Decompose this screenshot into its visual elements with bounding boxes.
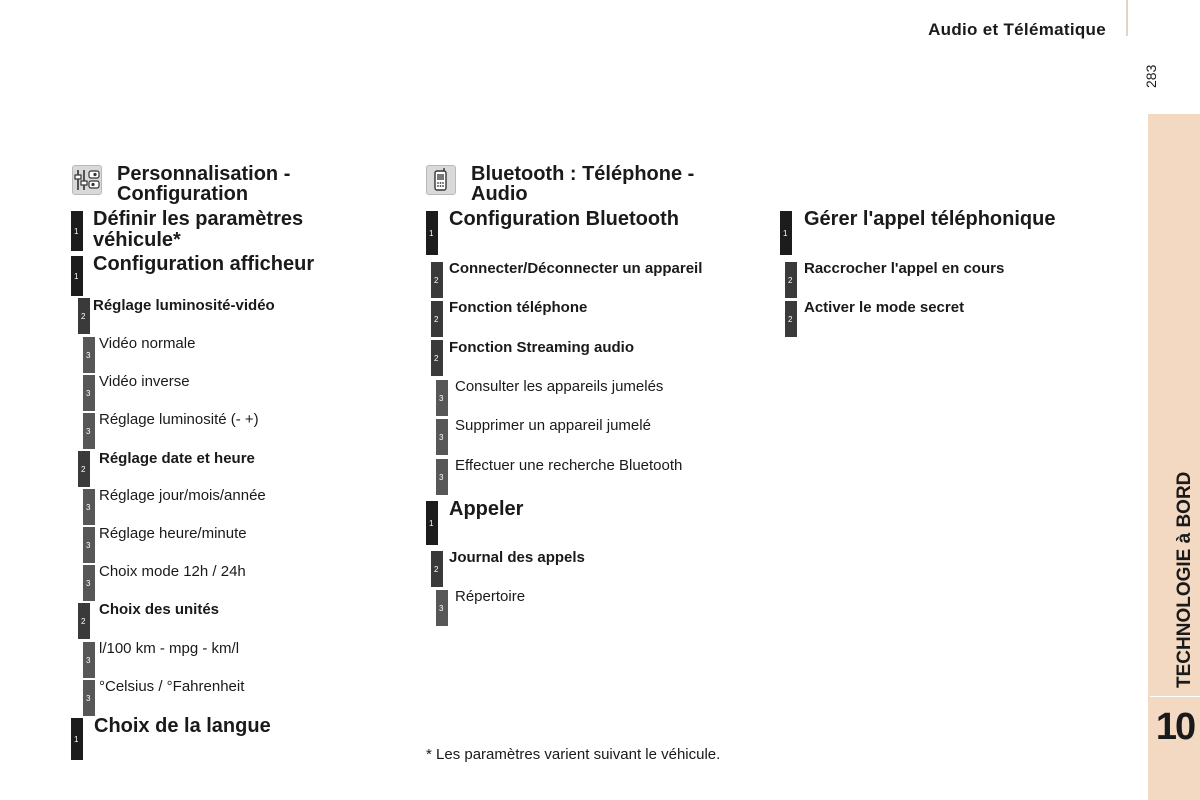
level-1-marker: 1: [71, 211, 83, 251]
level-1-marker: 1: [780, 211, 792, 255]
section-title-bluetooth: [471, 164, 694, 204]
menu-item-mode-secret: Activer le mode secret: [804, 299, 965, 316]
menu-item-config-bluetooth: Configuration Bluetooth: [449, 208, 679, 230]
level-2-marker: 2: [785, 262, 797, 298]
level-2-marker: 2: [431, 551, 443, 587]
level-1-marker: 1: [71, 256, 83, 296]
section-title-line: Bluetooth : Téléphone -: [471, 163, 695, 185]
level-2-marker: 2: [785, 301, 797, 337]
chapter-side-label: TECHNOLOGIE à BORD: [1174, 471, 1195, 688]
menu-item-connecter-appareil: Connecter/Déconnecter un appareil: [449, 260, 703, 277]
menu-item-config-afficheur: Configuration afficheur: [93, 253, 315, 275]
level-3-marker: 3: [83, 489, 95, 525]
level-2-marker: 2: [431, 301, 443, 337]
menu-item-raccrocher: Raccrocher l'appel en cours: [804, 260, 1005, 277]
menu-item-definir-parametres: [93, 209, 303, 251]
menu-item-fonction-streaming: Fonction Streaming audio: [449, 339, 635, 356]
menu-item-choix-unites: Choix des unités: [99, 601, 220, 618]
menu-item-reglage-date-heure: Réglage date et heure: [99, 450, 255, 467]
menu-item-unites-temperature: °Celsius / °Fahrenheit: [99, 678, 245, 695]
level-2-marker: 2: [78, 298, 90, 334]
settings-sliders-icon: [72, 165, 102, 195]
level-3-marker: 3: [436, 419, 448, 455]
menu-item-line: Définir les paramètres: [93, 208, 304, 230]
level-3-marker: 3: [83, 680, 95, 716]
level-3-marker: 3: [83, 337, 95, 373]
menu-item-choix-mode: Choix mode 12h / 24h: [99, 563, 246, 580]
menu-item-video-normale: Vidéo normale: [99, 335, 196, 352]
chapter-side-tab: [1148, 114, 1200, 800]
chapter-number: 10: [1155, 706, 1195, 748]
section-title-line: Personnalisation -: [117, 163, 291, 185]
menu-item-supprimer-appareil: Supprimer un appareil jumelé: [455, 417, 651, 434]
level-2-marker: 2: [431, 340, 443, 376]
level-3-marker: 3: [83, 375, 95, 411]
menu-item-reglage-luminosite-video: Réglage luminosité-vidéo: [93, 297, 275, 314]
level-3-marker: 3: [83, 527, 95, 563]
mobile-phone-icon: [426, 165, 456, 195]
level-3-marker: 3: [83, 413, 95, 449]
footnote: * Les paramètres varient suivant le véhicule.: [426, 746, 721, 763]
menu-item-repertoire: Répertoire: [455, 588, 526, 605]
menu-item-reglage-jour: Réglage jour/mois/année: [99, 487, 266, 504]
level-1-marker: 1: [426, 501, 438, 545]
level-3-marker: 3: [436, 380, 448, 416]
chapter-divider: [1150, 696, 1200, 697]
level-1-marker: 1: [71, 718, 83, 760]
page-number: 283: [1143, 64, 1159, 88]
section-title-personalisation: [117, 164, 290, 204]
menu-item-gerer-appel: Gérer l'appel téléphonique: [804, 208, 1056, 230]
menu-item-reglage-heure: Réglage heure/minute: [99, 525, 247, 542]
menu-item-choix-langue: Choix de la langue: [94, 715, 271, 737]
menu-item-recherche-bluetooth: Effectuer une recherche Bluetooth: [455, 457, 683, 474]
menu-item-consulter-appareils: Consulter les appareils jumelés: [455, 378, 664, 395]
menu-item-reglage-luminosite: Réglage luminosité (- +): [99, 411, 259, 428]
level-3-marker: 3: [436, 459, 448, 495]
level-1-marker: 1: [426, 211, 438, 255]
menu-item-journal-appels: Journal des appels: [449, 549, 585, 566]
menu-item-unites-consommation: l/100 km - mpg - km/l: [99, 640, 240, 657]
menu-item-video-inverse: Vidéo inverse: [99, 373, 190, 390]
running-header-title: Audio et Télématique: [928, 20, 1106, 39]
section-title-line: Audio: [471, 183, 528, 205]
section-title-line: Configuration: [117, 183, 249, 205]
level-2-marker: 2: [431, 262, 443, 298]
level-3-marker: 3: [83, 565, 95, 601]
menu-item-fonction-telephone: Fonction téléphone: [449, 299, 588, 316]
menu-item-appeler: Appeler: [449, 498, 524, 520]
menu-item-line: véhicule*: [93, 229, 181, 251]
level-3-marker: 3: [436, 590, 448, 626]
level-2-marker: 2: [78, 603, 90, 639]
level-3-marker: 3: [83, 642, 95, 678]
level-2-marker: 2: [78, 451, 90, 487]
header-divider: [1126, 0, 1128, 36]
